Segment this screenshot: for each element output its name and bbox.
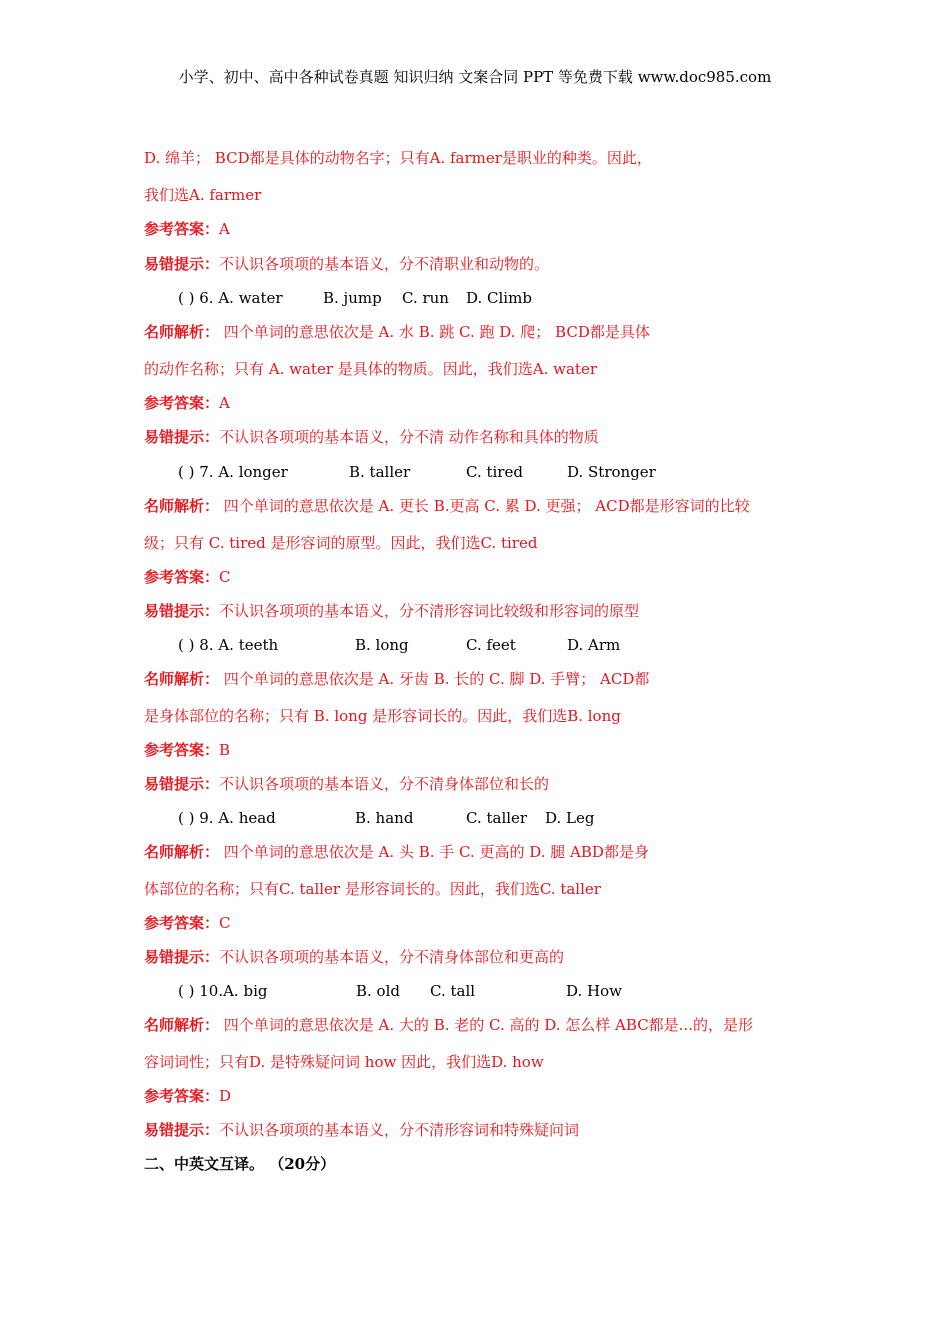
question-8-tip-row [144,774,549,794]
tip-label: 易错提示： [144,255,220,273]
page-header: 小学、初中、高中各种试卷真题 知识归纳 文案合同 PPT 等免费下载 www.doc985.com [178,68,772,86]
question-6-option-a: ( ) 6. A. water [178,289,283,307]
intro-answer-row [144,219,230,239]
tip-text: 不认识各项项的基本语义，分不清身体部位和长的 [219,775,550,793]
tip-label: 易错提示： [144,948,220,966]
question-8-option-a: ( ) 8. A. teeth [178,636,279,654]
tip-text: 不认识各项项的基本语义，分不清身体部位和更高的 [219,948,565,966]
question-9-option-b: B. hand [355,809,414,827]
question-8-analysis-line1 [144,669,649,689]
question-7-analysis-line1 [144,496,750,516]
answer-value: B [219,741,231,759]
question-6-option-c: C. run [402,289,449,307]
answer-label: 参考答案： [144,1087,220,1105]
tip-text: 不认识各项项的基本语义，分不清职业和动物的。 [219,255,550,273]
question-7-option-d: D. Stronger [567,463,656,481]
answer-value: C [219,568,231,586]
question-6-analysis-line1 [144,322,650,342]
question-9-option-a: ( ) 9. A. head [178,809,276,827]
question-8-answer-row [144,740,230,760]
question-10-option-c: C. tall [430,982,476,1000]
analysis-text: 四个单词的意思依次是 A. 头 B. 手 C. 更高的 D. 腿 ABD都是身 [219,843,649,861]
answer-value: A [219,220,230,238]
analysis-label: 名师解析： [144,323,220,341]
answer-label: 参考答案： [144,394,220,412]
answer-label: 参考答案： [144,220,220,238]
question-8-option-d: D. Arm [567,636,621,654]
analysis-text: 四个单词的意思依次是 A. 水 B. 跳 C. 跑 D. 爬； BCD都是具体 [219,323,650,341]
question-9-tip-row [144,947,564,967]
tip-label: 易错提示： [144,428,220,446]
question-7-tip-row [144,601,639,621]
question-9-answer-row [144,913,231,933]
analysis-label: 名师解析： [144,497,220,515]
question-6-tip-row [144,427,599,447]
question-9-option-c: C. taller [466,809,528,827]
answer-label: 参考答案： [144,741,220,759]
question-10-option-b: B. old [356,982,400,1000]
question-7-option-b: B. taller [349,463,411,481]
question-6-option-b: B. jump [323,289,382,307]
answer-label: 参考答案： [144,914,220,932]
tip-label: 易错提示： [144,775,220,793]
question-7-answer-row [144,567,231,587]
question-8-analysis-line2: 是身体部位的名称；只有 B. long 是形容词长的。因此，我们选B. long [144,707,621,725]
answer-value: D [219,1087,232,1105]
question-10-analysis-line1 [144,1015,753,1035]
question-9-analysis-line1 [144,842,649,862]
answer-value: C [219,914,231,932]
tip-text: 不认识各项项的基本语义，分不清形容词和特殊疑问词 [219,1121,580,1139]
question-6-answer-row [144,393,230,413]
question-8-option-b: B. long [355,636,409,654]
analysis-label: 名师解析： [144,843,220,861]
tip-label: 易错提示： [144,602,220,620]
question-9-analysis-line2: 体部位的名称；只有C. taller 是形容词长的。因此，我们选C. taller [144,880,601,898]
answer-label: 参考答案： [144,568,220,586]
question-9-option-d: D. Leg [545,809,595,827]
analysis-text: 四个单词的意思依次是 A. 更长 B.更高 C. 累 D. 更强； ACD都是形容词的比较 [219,497,750,515]
question-6-option-d: D. Climb [466,289,532,307]
tip-label: 易错提示： [144,1121,220,1139]
question-7-option-a: ( ) 7. A. longer [178,463,288,481]
question-10-analysis-line2: 容词词性；只有D. 是特殊疑问词 how 因此，我们选D. how [144,1053,544,1071]
question-7-analysis-line2: 级；只有 C. tired 是形容词的原型。因此，我们选C. tired [144,534,538,552]
analysis-text: 四个单词的意思依次是 A. 大的 B. 老的 C. 高的 D. 怎么样 ABC都是...的，是形 [219,1016,753,1034]
answer-value: A [219,394,230,412]
analysis-label: 名师解析： [144,1016,220,1034]
section-heading: 二、中英文互译。 （20分） [144,1155,336,1173]
analysis-label: 名师解析： [144,670,220,688]
analysis-text: 四个单词的意思依次是 A. 牙齿 B. 长的 C. 脚 D. 手臂； ACD都 [219,670,650,688]
question-8-option-c: C. feet [466,636,516,654]
question-10-tip-row [144,1120,579,1140]
intro-analysis-line2: 我们选A. farmer [144,186,262,204]
intro-analysis-line1: D. 绵羊； BCD都是具体的动物名字；只有A. farmer是职业的种类。因此， [144,149,652,167]
question-10-option-d: D. How [566,982,622,1000]
tip-text: 不认识各项项的基本语义，分不清 动作名称和具体的物质 [219,428,599,446]
question-10-answer-row [144,1086,231,1106]
question-10-option-a: ( ) 10.A. big [178,982,268,1000]
tip-text: 不认识各项项的基本语义，分不清形容词比较级和形容词的原型 [219,602,640,620]
question-7-option-c: C. tired [466,463,523,481]
intro-tip-row [144,254,549,274]
question-6-analysis-line2: 的动作名称；只有 A. water 是具体的物质。因此，我们选A. water [144,360,597,378]
